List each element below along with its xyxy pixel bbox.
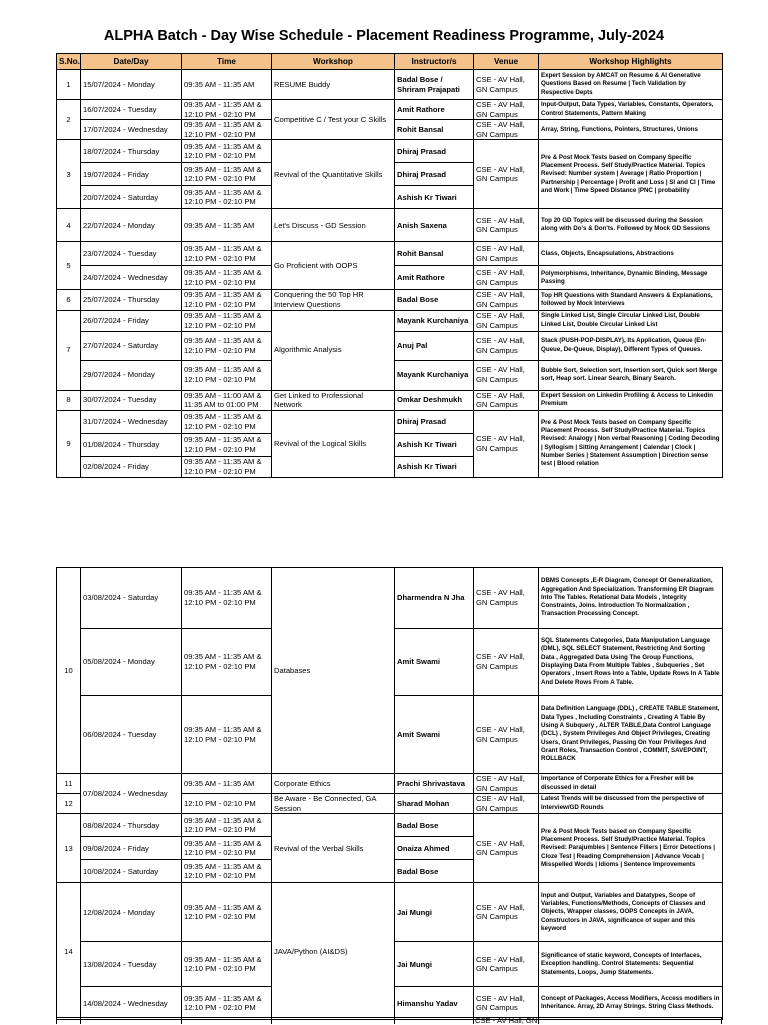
table-cell: 09:35 AM - 11:35 AM & 12:10 PM - 02:10 PM	[182, 814, 272, 837]
table-cell: Dharmendra N Jha	[395, 568, 474, 629]
table-cell: SQL Statements Categories, Data Manipulation Language (DML), SQL SELECT Statement, Restricting And Sorting Data , Aggregated Data Using The Group Functions, Displaying Data From Multiple Tables , Subqueries , Set Operators , Insert Rows Into a Table, Update Rows In A Table And Delete Rows From A Table.	[539, 629, 723, 696]
table-cell: Bubble Sort, Selection sort, Insertion sort, Quick sort Merge sort, Heap sort. Linear Search, Binary Search.	[539, 360, 723, 390]
table-cell: 24/07/2024 - Wednesday	[81, 266, 182, 290]
cut-off-col-border	[181, 1017, 182, 1024]
table-cell: Databases	[272, 568, 395, 774]
table-cell: Badal Bose / Shriram Prajapati	[395, 70, 474, 100]
table-cell: 09:35 AM - 11:35 AM & 12:10 PM - 02:10 PM	[182, 860, 272, 883]
cut-off-row-border	[56, 1017, 722, 1018]
table-row	[57, 568, 723, 629]
table-cell: 09:35 AM - 11:35 AM & 12:10 PM - 02:10 PM	[182, 120, 272, 140]
table-cell: Anuj Pal	[395, 331, 474, 360]
table-cell: Jai Mungi	[395, 942, 474, 987]
table-cell: CSE - AV Hall, GN Campus	[474, 360, 539, 390]
cut-off-col-border	[538, 1017, 539, 1024]
table-cell: Competitive C / Test your C Skills	[272, 100, 395, 140]
table-cell: Class, Objects, Encapsulations, Abstractions	[539, 242, 723, 266]
header-date-day: Date/Day	[81, 54, 182, 70]
table-cell: 09:35 AM - 11:35 AM & 12:10 PM - 02:10 PM	[182, 140, 272, 163]
header-workshop: Workshop	[272, 54, 395, 70]
table-cell: 09:35 AM - 11:35 AM & 12:10 PM - 02:10 PM	[182, 987, 272, 1020]
table-cell: 09:35 AM - 11:35 AM & 12:10 PM - 02:10 PM	[182, 456, 272, 477]
table-cell: 12/08/2024 - Monday	[81, 883, 182, 942]
header-time: Time	[182, 54, 272, 70]
table-cell: 13	[57, 814, 81, 883]
table-row	[57, 883, 723, 942]
table-cell: 09:35 AM - 11:00 AM & 11:35 AM to 01:00 PM	[182, 390, 272, 410]
schedule-table-page-1	[56, 53, 723, 478]
table-cell: Badal Bose	[395, 814, 474, 837]
table-cell: 26/07/2024 - Friday	[81, 310, 182, 331]
table-cell: 27/07/2024 - Saturday	[81, 331, 182, 360]
cut-off-venue-text: CSE - AV Hall, GN	[475, 1016, 538, 1025]
table-cell: 19/07/2024 - Friday	[81, 163, 182, 186]
table-cell: RESUME Buddy	[272, 70, 395, 100]
table-cell: 13/08/2024 - Tuesday	[81, 942, 182, 987]
table-cell: CSE - AV Hall, GN Campus	[474, 987, 539, 1020]
table-cell: 09:35 AM - 11:35 AM & 12:10 PM - 02:10 PM	[182, 310, 272, 331]
table-row	[57, 290, 723, 310]
cut-off-col-border	[721, 1017, 722, 1024]
table-cell: Ashish Kr Tiwari	[395, 186, 474, 209]
table-cell: 23/07/2024 - Tuesday	[81, 242, 182, 266]
table-cell: Pre & Post Mock Tests based on Company Specific Placement Process. Self Study/Practice Material. Topics Revised: Number system | Average | Ratio Proportion | Partnership | Percentage | Profit and Loss | SI and CI | Time and Work | Time Speed Distance |PNC | probability	[539, 140, 723, 209]
table-cell: Input-Output, Data Types, Variables, Constants, Operators, Control Statements, Pattern Making	[539, 100, 723, 120]
table-cell: 12:10 PM - 02:10 PM	[182, 794, 272, 814]
table-cell: 07/08/2024 - Wednesday	[81, 774, 182, 814]
table-cell: 7	[57, 310, 81, 390]
table-cell: CSE - AV Hall, GN Campus	[474, 774, 539, 794]
table-cell: 12	[57, 794, 81, 814]
table-cell: Revival of the Quantitative Skills	[272, 140, 395, 209]
table-cell: Pre & Post Mock Tests based on Company Specific Placement Process. Self Study/Practice Material. Topics Revised: Parajumbles | Sentence Fillers | Error Detections | Cloze Test | Reading Comprehension | Advance Vocab | Misspelled Words | Idioms | Sentence Improvements	[539, 814, 723, 883]
table-cell: 09:35 AM - 11:35 AM & 12:10 PM - 02:10 PM	[182, 100, 272, 120]
table-cell: 4	[57, 209, 81, 242]
table-cell: 09:35 AM - 11:35 AM & 12:10 PM - 02:10 PM	[182, 696, 272, 774]
table-cell: Ashish Kr Tiwari	[395, 456, 474, 477]
table-cell: Data Definition Language (DDL) , CREATE TABLE Statement, Data Types , Including Constraints , Creating A Table By Using A Subquery , ALTER TABLE,Data Control Language (DCL) , System Privileges And Object Privileges, Creating Users, Grant Privileges, Passing On Your Privileges And Grant Roles, Transaction Control , COMMIT, SAVEPOINT, ROLLBACK	[539, 696, 723, 774]
table-cell: Top HR Questions with Standard Answers & Explanations, followed by Mock Interviews	[539, 290, 723, 310]
table-cell: 09:35 AM - 11:35 AM & 12:10 PM - 02:10 PM	[182, 360, 272, 390]
table-cell: CSE - AV Hall, GN Campus	[474, 390, 539, 410]
table-cell: 09:35 AM - 11:35 AM & 12:10 PM - 02:10 PM	[182, 568, 272, 629]
table-cell: 29/07/2024 - Monday	[81, 360, 182, 390]
table-cell: DBMS Concepts ,E-R Diagram, Concept Of Generalization, Aggregation And Specialization. Transforming ER Diagram Into The Tables. Relational Data Models , Integrity Constraints, Joins. Introduction To Normalization , Transaction Processing Concept.	[539, 568, 723, 629]
table-cell: 09:35 AM - 11:35 AM & 12:10 PM - 02:10 PM	[182, 242, 272, 266]
table-cell: Rohit Bansal	[395, 242, 474, 266]
table-cell: Revival of the Logical Skills	[272, 410, 395, 477]
table-cell: Stack (PUSH-POP-DISPLAY), Its Application, Queue (En-Queue, De-Queue, Display), Different Types of Queues.	[539, 331, 723, 360]
table-cell: 09:35 AM - 11:35 AM & 12:10 PM - 02:10 PM	[182, 883, 272, 942]
header-sno: S.No.	[57, 54, 81, 70]
table-cell: CSE - AV Hall, GN Campus	[474, 242, 539, 266]
table-cell: 3	[57, 140, 81, 209]
table-cell: CSE - AV Hall, GN Campus	[474, 266, 539, 290]
table-cell: CSE - AV Hall, GN Campus	[474, 629, 539, 696]
table-cell: Prachi Shrivastava	[395, 774, 474, 794]
table-cell: CSE - AV Hall, GN Campus	[474, 696, 539, 774]
document-title: ALPHA Batch - Day Wise Schedule - Placement Readiness Programme, July-2024	[103, 28, 665, 44]
table-cell: 09:35 AM - 11:35 AM & 12:10 PM - 02:10 PM	[182, 290, 272, 310]
table-cell: Concept of Packages, Access Modifiers, Access modifiers in Inheritance. Array, 2D Array Strings. String Class Methods.	[539, 987, 723, 1020]
table-cell: 09:35 AM - 11:35 AM & 12:10 PM - 02:10 PM	[182, 837, 272, 860]
table-cell: 09:35 AM - 11:35 AM	[182, 70, 272, 100]
table-cell: 22/07/2024 - Monday	[81, 209, 182, 242]
table-cell: 25/07/2024 - Thursday	[81, 290, 182, 310]
table-cell: Input and Output, Variables and Datatypes, Scope of Variables, Functions/Methods, Concepts of Classes and Objects, Wrapper classes, OOPS Concepts in JAVA, Constructors in JAVA, significance of super and this keyword	[539, 883, 723, 942]
table-cell: CSE - AV Hall, GN Campus	[474, 814, 539, 883]
table-cell: 08/08/2024 - Thursday	[81, 814, 182, 837]
table-cell: Top 20 GD Topics will be discussed during the Session along with Do's & Don'ts. Followed by Mock GD Sessions	[539, 209, 723, 242]
table-cell: 09:35 AM - 11:35 AM & 12:10 PM - 02:10 PM	[182, 410, 272, 433]
cut-off-col-border	[271, 1017, 272, 1024]
header-highlights: Workshop Highlights	[539, 54, 723, 70]
table-cell: 01/08/2024 - Thursday	[81, 433, 182, 456]
table-cell: Corporate Ethics	[272, 774, 395, 794]
table-cell: 5	[57, 242, 81, 290]
table-cell: 31/07/2024 - Wednesday	[81, 410, 182, 433]
table-cell: Amit Swami	[395, 696, 474, 774]
table-cell: Dhiraj Prasad	[395, 410, 474, 433]
table-cell: Badal Bose	[395, 860, 474, 883]
table-cell: Omkar Deshmukh	[395, 390, 474, 410]
table-cell: 09:35 AM - 11:35 AM & 12:10 PM - 02:10 PM	[182, 163, 272, 186]
table-cell: 09:35 AM - 11:35 AM & 12:10 PM - 02:10 PM	[182, 433, 272, 456]
table-cell: Significance of static keyword, Concepts of Interfaces, Exception handling. Control Statements: Sequential Statements, Loops, Jump Statements.	[539, 942, 723, 987]
table-cell: Dhiraj Prasad	[395, 163, 474, 186]
table-cell: 2	[57, 100, 81, 140]
table-cell: CSE - AV Hall, GN Campus	[474, 140, 539, 209]
table-cell: 06/08/2024 - Tuesday	[81, 696, 182, 774]
table-cell: 02/08/2024 - Friday	[81, 456, 182, 477]
table-cell: CSE - AV Hall, GN Campus	[474, 942, 539, 987]
table-cell: 03/08/2024 - Saturday	[81, 568, 182, 629]
table-cell: 9	[57, 410, 81, 477]
table-cell: Let's Discuss - GD Session	[272, 209, 395, 242]
cut-off-col-border	[56, 1017, 57, 1024]
table-cell: 16/07/2024 - Tuesday	[81, 100, 182, 120]
table-cell: CSE - AV Hall, GN Campus	[474, 794, 539, 814]
table-cell: CSE - AV Hall, GN Campus	[474, 568, 539, 629]
table-cell: CSE - AV Hall, GN Campus	[474, 310, 539, 331]
table-cell: JAVA/Python (AI&DS)	[272, 883, 395, 1020]
table-cell: 10/08/2024 - Saturday	[81, 860, 182, 883]
table-cell: 6	[57, 290, 81, 310]
table-cell: Expert Session on Linkedin Profiling & Access to Linkedin Premium	[539, 390, 723, 410]
table-row	[57, 209, 723, 242]
table-cell: Single Linked List, Single Circular Linked List, Double Linked List, Double Circular Linked List	[539, 310, 723, 331]
table-cell: Badal Bose	[395, 290, 474, 310]
table-cell: Jai Mungi	[395, 883, 474, 942]
table-row	[57, 100, 723, 120]
table-cell: Pre & Post Mock Tests based on Company Specific Placement Process. Self Study/Practice Material. Topics Revised: Analogy | Non verbal Reasoning | Coding Decoding | Syllogism | Sitting Arrangement | Calendar | Clock | Number Series | Statement Assumption | Direction sense test | Blood relation	[539, 410, 723, 477]
table-cell: Amit Rathore	[395, 100, 474, 120]
table-cell: Polymorphisms, Inheritance, Dynamic Binding, Message Passing	[539, 266, 723, 290]
schedule-body-1	[57, 70, 723, 478]
header-venue: Venue	[474, 54, 539, 70]
table-cell: 20/07/2024 - Saturday	[81, 186, 182, 209]
schedule-table-page-2	[56, 567, 723, 1020]
header-instructors: Instructor/s	[395, 54, 474, 70]
table-cell: Rohit Bansal	[395, 120, 474, 140]
table-cell: CSE - AV Hall, GN Campus	[474, 410, 539, 477]
table-cell: 8	[57, 390, 81, 410]
table-cell: Array, String, Functions, Pointers, Structures, Unions	[539, 120, 723, 140]
table-cell: Sharad Mohan	[395, 794, 474, 814]
table-row	[57, 774, 723, 794]
cut-off-col-border	[80, 1017, 81, 1024]
table-cell: Anish Saxena	[395, 209, 474, 242]
table-cell: CSE - AV Hall, GN Campus	[474, 70, 539, 100]
table-cell: 10	[57, 568, 81, 774]
table-cell: CSE - AV Hall, GN Campus	[474, 100, 539, 120]
table-cell: Amit Rathore	[395, 266, 474, 290]
table-cell: CSE - AV Hall, GN Campus	[474, 120, 539, 140]
table-row	[57, 410, 723, 433]
table-cell: Onaiza Ahmed	[395, 837, 474, 860]
table-cell: Latest Trends will be discussed from the perspective of Interview/GD Rounds	[539, 794, 723, 814]
table-cell: 09:35 AM - 11:35 AM	[182, 209, 272, 242]
table-cell: Amit Swami	[395, 629, 474, 696]
table-cell: CSE - AV Hall, GN Campus	[474, 290, 539, 310]
table-cell: Ashish Kr Tiwari	[395, 433, 474, 456]
header-row	[57, 54, 723, 70]
table-row	[57, 140, 723, 163]
table-cell: Algorithmic Analysis	[272, 310, 395, 390]
table-cell: Dhiraj Prasad	[395, 140, 474, 163]
table-cell: Be Aware - Be Connected, GA Session	[272, 794, 395, 814]
table-cell: Go Proficient with OOPS	[272, 242, 395, 290]
table-cell: 1	[57, 70, 81, 100]
table-cell: 09:35 AM - 11:35 AM & 12:10 PM - 02:10 PM	[182, 629, 272, 696]
table-cell: Importance of Corporate Ethics for a Fresher will be discussed in detail	[539, 774, 723, 794]
table-cell: 09:35 AM - 11:35 AM & 12:10 PM - 02:10 PM	[182, 331, 272, 360]
table-cell: 09:35 AM - 11:35 AM & 12:10 PM - 02:10 PM	[182, 266, 272, 290]
table-cell: Revival of the Verbal Skills	[272, 814, 395, 883]
table-row	[57, 310, 723, 331]
table-cell: CSE - AV Hall, GN Campus	[474, 883, 539, 942]
table-cell: Mayank Kurchaniya	[395, 310, 474, 331]
table-cell: 17/07/2024 - Wednesday	[81, 120, 182, 140]
table-cell: Himanshu Yadav	[395, 987, 474, 1020]
table-cell: Mayank Kurchaniya	[395, 360, 474, 390]
table-cell: 30/07/2024 - Tuesday	[81, 390, 182, 410]
table-cell: Conquering the 50 Top HR Interview Questions	[272, 290, 395, 310]
cut-off-col-border	[473, 1017, 474, 1024]
table-cell: 09:35 AM - 11:35 AM & 12:10 PM - 02:10 PM	[182, 186, 272, 209]
table-cell: 05/08/2024 - Monday	[81, 629, 182, 696]
table-cell: CSE - AV Hall, GN Campus	[474, 209, 539, 242]
table-row	[57, 390, 723, 410]
table-row	[57, 70, 723, 100]
table-cell: CSE - AV Hall, GN Campus	[474, 331, 539, 360]
table-cell: Get Linked to Professional Network	[272, 390, 395, 410]
table-cell: 18/07/2024 - Thursday	[81, 140, 182, 163]
table-row	[57, 814, 723, 837]
table-cell: 15/07/2024 - Monday	[81, 70, 182, 100]
table-cell: 09/08/2024 - Friday	[81, 837, 182, 860]
table-cell: 11	[57, 774, 81, 794]
table-row	[57, 242, 723, 266]
cut-off-col-border	[394, 1017, 395, 1024]
table-cell: 09:35 AM - 11:35 AM	[182, 774, 272, 794]
table-cell: 09:35 AM - 11:35 AM & 12:10 PM - 02:10 PM	[182, 942, 272, 987]
table-cell: 14	[57, 883, 81, 1020]
schedule-body-2	[57, 568, 723, 1020]
table-cell: Expert Session by AMCAT on Resume & AI Generative Questions Based on Resume | Tech Validation by Respective Depts	[539, 70, 723, 100]
table-cell: 14/08/2024 - Wednesday	[81, 987, 182, 1020]
